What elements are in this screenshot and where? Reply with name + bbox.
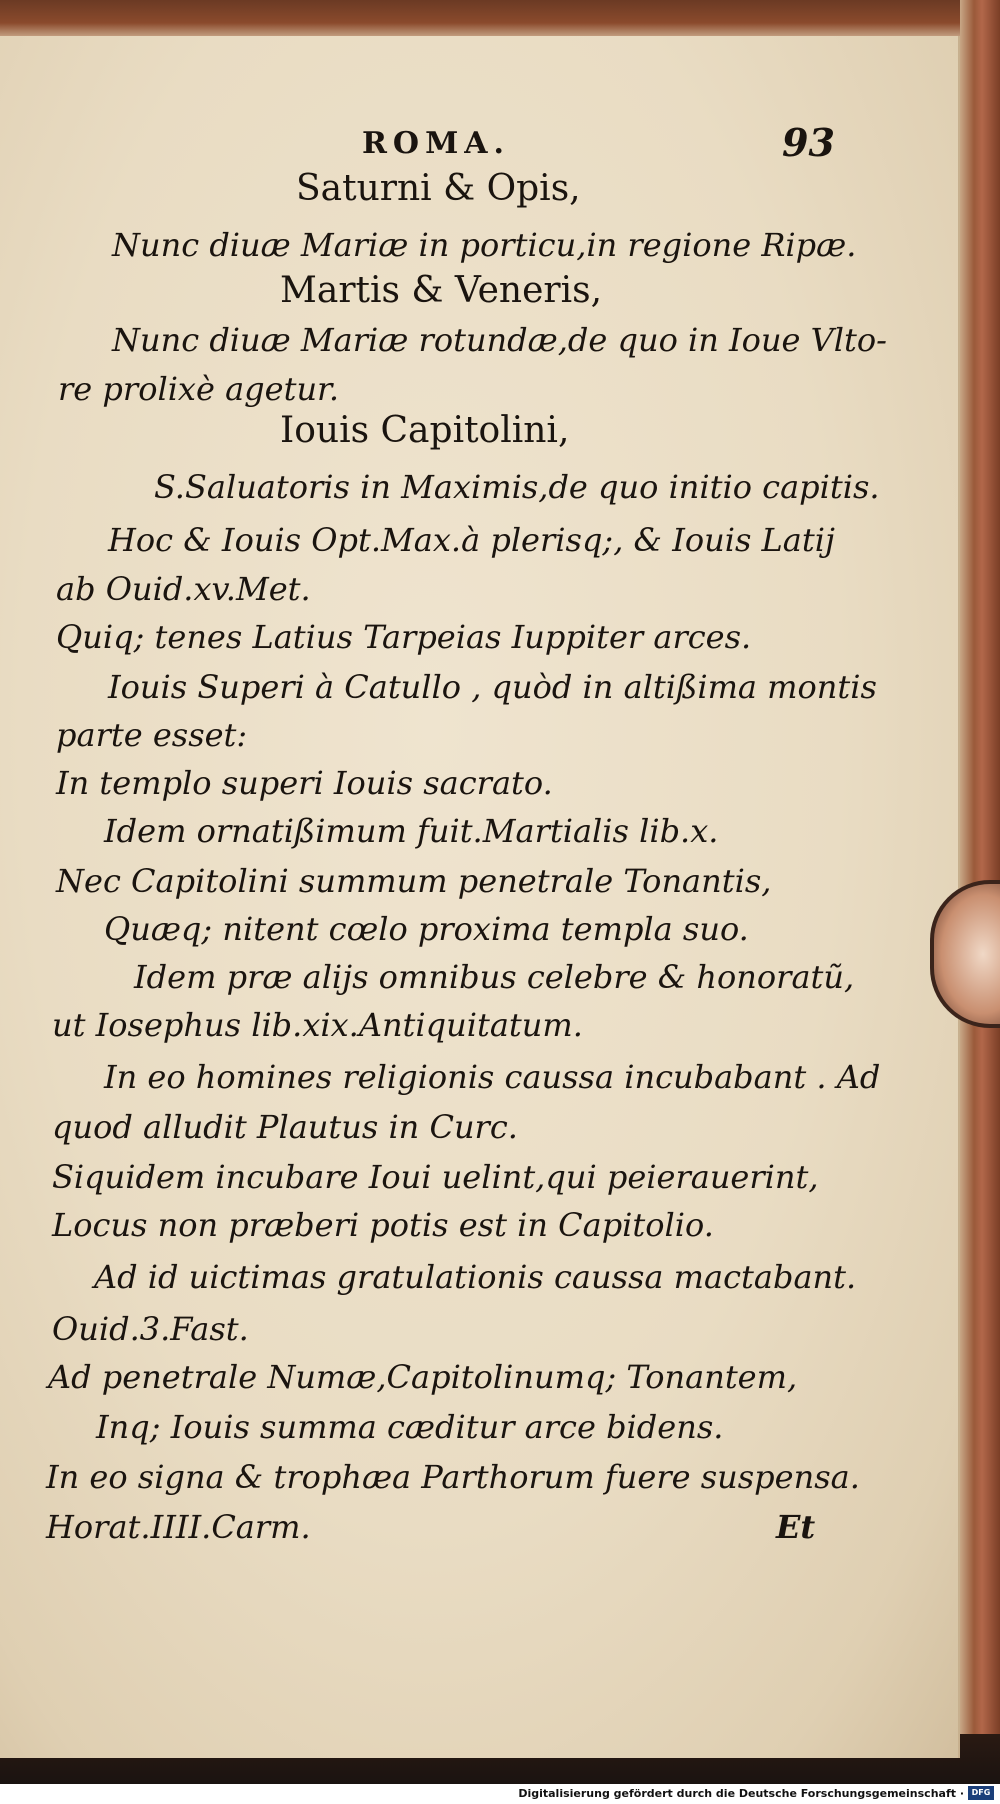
text-line: quod alludit Plautus in Curc. xyxy=(52,1108,518,1146)
verse-line: Quiq; tenes Latius Tarpeias Iuppiter arces. xyxy=(56,618,752,656)
text-line: Ad id uictimas gratulationis caussa mactabant. xyxy=(94,1258,857,1296)
running-head: ROMA. xyxy=(362,126,510,161)
verse-line: Inq; Iouis summa cæditur arce bidens. xyxy=(96,1408,724,1446)
text-line: Idem præ alijs omnibus celebre & honoratũ, xyxy=(134,958,855,996)
text-line: Idem ornatißimum fuit.Martialis lib.x. xyxy=(104,812,719,850)
page-number: 93 xyxy=(782,120,835,165)
text-line: In eo signa & trophæa Parthorum fuere suspensa. xyxy=(46,1458,860,1496)
text-line: ab Ouid.xv.Met. xyxy=(56,570,311,608)
text-line: Iouis Superi à Catullo , quòd in altißima montis xyxy=(108,668,877,706)
text-line: Horat.IIII.Carm. xyxy=(46,1508,311,1546)
verse-line: In templo superi Iouis sacrato. xyxy=(56,764,553,802)
verse-line: Locus non præberi potis est in Capitolio. xyxy=(52,1206,714,1244)
text-line: In eo homines religionis caussa incubabant . Ad xyxy=(104,1058,881,1096)
verse-line: Siquidem incubare Ioui uelint,qui peierauerint, xyxy=(52,1158,819,1196)
text-line: Nunc diuæ Mariæ rotundæ,de quo in Ioue Vlto- xyxy=(112,321,887,359)
text-line: re prolixè agetur. xyxy=(58,370,339,408)
page-text xyxy=(0,36,958,1758)
dfg-logo: DFG xyxy=(968,1786,994,1800)
text-line: ut Iosephus lib.xix.Antiquitatum. xyxy=(52,1006,583,1044)
heading-martis: Martis & Veneris, xyxy=(280,270,603,311)
text-line: Ouid.3.Fast. xyxy=(52,1310,249,1348)
text-line: Nunc diuæ Mariæ in porticu,in regione Ripæ. xyxy=(112,226,857,264)
footer-credit: Digitalisierung gefördert durch die Deutsche Forschungsgemeinschaft · xyxy=(518,1787,964,1800)
text-line: parte esset: xyxy=(56,716,248,754)
heading-saturni: Saturni & Opis, xyxy=(296,168,581,209)
catchword: Et xyxy=(776,1508,816,1546)
verse-line: Nec Capitolini summum penetrale Tonantis, xyxy=(56,862,772,900)
text-line: Hoc & Iouis Opt.Max.à plerisq;, & Iouis Latij xyxy=(108,521,835,559)
verse-line: Quæq; nitent cœlo proxima templa suo. xyxy=(104,910,749,948)
verse-line: Ad penetrale Numæ,Capitolinumq; Tonantem, xyxy=(48,1358,798,1396)
heading-iouis: Iouis Capitolini, xyxy=(280,410,570,451)
book-page xyxy=(0,36,960,1758)
book-top-edge xyxy=(0,0,1000,38)
text-line: S.Saluatoris in Maximis,de quo initio capitis. xyxy=(154,468,880,506)
